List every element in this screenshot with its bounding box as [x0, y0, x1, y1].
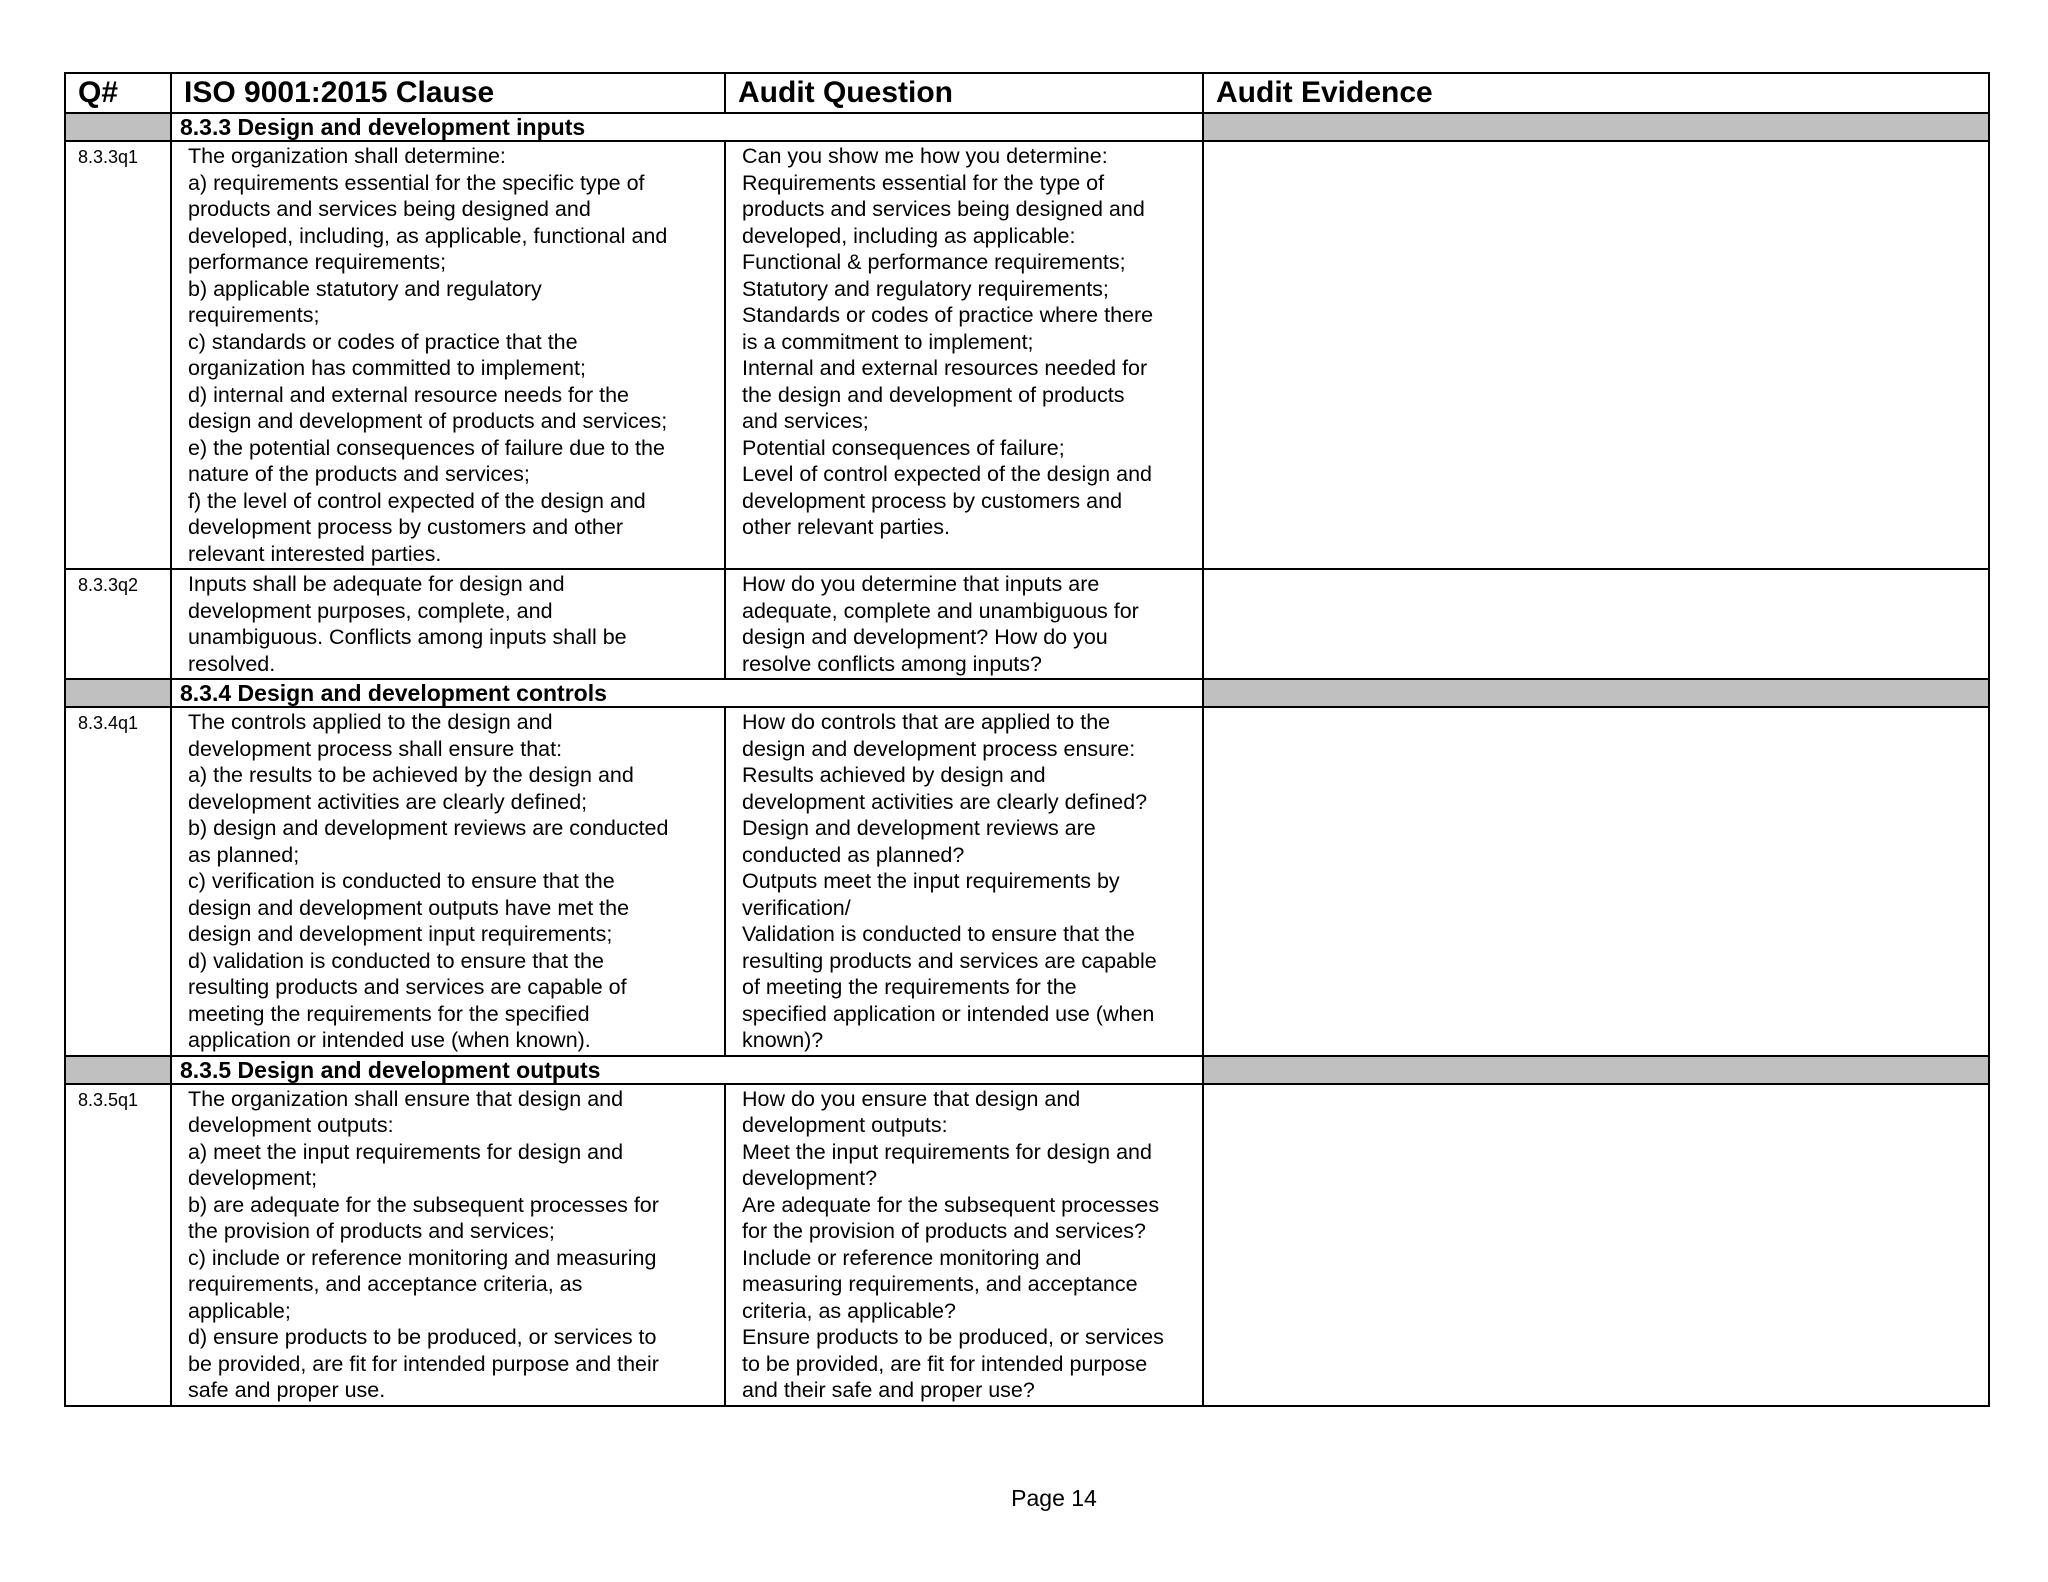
- section-evidence-cell: [1203, 113, 1989, 141]
- text-line: Design and development reviews are: [742, 816, 1096, 840]
- text-line: developed, including, as applicable, functional and: [188, 223, 668, 248]
- header-row: [65, 73, 1989, 113]
- text-line: application or intended use (when known).: [188, 1028, 591, 1052]
- text-line: performance requirements;: [188, 250, 447, 274]
- question-id: 8.3.3q2: [65, 569, 171, 679]
- text-line: Internal and external resources needed for: [742, 356, 1148, 380]
- text-line: and their safe and proper use?: [742, 1378, 1035, 1402]
- text-line: c) include or reference monitoring and measuring: [188, 1245, 657, 1270]
- table-row: [65, 707, 1989, 1056]
- text-line: development outputs:: [742, 1113, 948, 1137]
- section-qnum-cell: [65, 679, 171, 707]
- section-header-row: [65, 113, 1989, 141]
- text-line: b) applicable statutory and regulatory: [188, 276, 542, 301]
- text-line: resulting products and services are capable: [742, 948, 1157, 973]
- text-line: design and development process ensure:: [742, 736, 1136, 761]
- question-cell: [725, 141, 1203, 569]
- text-line: e) the potential consequences of failure due to the: [188, 435, 665, 460]
- table-row: [65, 141, 1989, 569]
- section-header-row: [65, 1056, 1989, 1084]
- text-line: Statutory and regulatory requirements;: [742, 276, 1109, 301]
- section-qnum-cell: [65, 1056, 171, 1084]
- text-line: Potential consequences of failure;: [742, 435, 1065, 460]
- section-title-cell: [171, 1056, 1203, 1084]
- text-line: relevant interested parties.: [188, 541, 442, 566]
- text-line: development process by customers and other: [188, 515, 624, 539]
- section-title: 8.3.3 Design and development inputs: [180, 114, 586, 140]
- clause-cell-text: [180, 570, 716, 678]
- evidence-cell[interactable]: [1203, 141, 1989, 569]
- evidence-cell[interactable]: [1203, 569, 1989, 679]
- text-line: development process shall ensure that:: [188, 736, 563, 761]
- text-line: products and services being designed and: [188, 197, 591, 221]
- text-line: nature of the products and services;: [188, 462, 530, 486]
- question-cell-text: [734, 570, 1194, 678]
- question-id: 8.3.3q1: [65, 141, 171, 569]
- header-qnum: Q#: [65, 73, 171, 113]
- text-line: products and services being designed and: [742, 197, 1145, 221]
- question-cell-text: [734, 142, 1194, 542]
- text-line: Meet the input requirements for design and: [742, 1139, 1152, 1164]
- text-line: the provision of products and services;: [188, 1219, 555, 1243]
- text-line: Can you show me how you determine:: [742, 144, 1108, 168]
- text-line: Results achieved by design and: [742, 763, 1046, 787]
- question-id: 8.3.5q1: [65, 1084, 171, 1406]
- question-cell-text: [734, 1085, 1194, 1405]
- text-line: is a commitment to implement;: [742, 329, 1034, 354]
- audit-checklist-table: [64, 72, 1990, 1407]
- question-cell: [725, 569, 1203, 679]
- table-row: [65, 1084, 1989, 1406]
- evidence-cell[interactable]: [1203, 707, 1989, 1056]
- section-title-cell: [171, 679, 1203, 707]
- section-evidence-cell: [1203, 679, 1989, 707]
- text-line: Outputs meet the input requirements by: [742, 869, 1120, 893]
- clause-cell-text: [180, 142, 716, 568]
- text-line: development activities are clearly defined;: [188, 789, 588, 814]
- text-line: How do you determine that inputs are: [742, 572, 1100, 596]
- text-line: applicable;: [188, 1298, 291, 1323]
- text-line: other relevant parties.: [742, 515, 950, 539]
- text-line: c) verification is conducted to ensure that the: [188, 869, 615, 893]
- question-id: 8.3.4q1: [65, 707, 171, 1056]
- text-line: b) design and development reviews are conducted: [188, 816, 669, 840]
- text-line: organization has committed to implement;: [188, 356, 586, 380]
- text-line: Are adequate for the subsequent processes: [742, 1192, 1160, 1217]
- text-line: resulting products and services are capable of: [188, 975, 627, 999]
- text-line: verification/: [742, 895, 851, 920]
- text-line: the design and development of products: [742, 382, 1125, 407]
- text-line: Requirements essential for the type of: [742, 170, 1105, 195]
- text-line: a) the results to be achieved by the design and: [188, 763, 634, 787]
- text-line: c) standards or codes of practice that the: [188, 329, 578, 354]
- text-line: resolve conflicts among inputs?: [742, 651, 1042, 676]
- header-clause: ISO 9001:2015 Clause: [171, 73, 725, 113]
- text-line: Standards or codes of practice where there: [742, 303, 1154, 327]
- clause-cell: [171, 141, 725, 569]
- text-line: The organization shall ensure that design and: [188, 1086, 624, 1111]
- text-line: resolved.: [188, 651, 276, 676]
- text-line: Include or reference monitoring and: [742, 1245, 1082, 1270]
- text-line: development;: [188, 1166, 318, 1190]
- text-line: of meeting the requirements for the: [742, 975, 1077, 999]
- text-line: to be provided, are fit for intended purpose: [742, 1351, 1148, 1376]
- text-line: design and development input requirements;: [188, 922, 613, 946]
- text-line: adequate, complete and unambiguous for: [742, 598, 1139, 623]
- question-cell: [725, 1084, 1203, 1406]
- text-line: Level of control expected of the design and: [742, 462, 1152, 486]
- text-line: specified application or intended use (when: [742, 1001, 1155, 1026]
- text-line: development process by customers and: [742, 488, 1123, 513]
- text-line: How do controls that are applied to the: [742, 710, 1111, 734]
- page-number: Page 14: [1011, 1485, 1097, 1511]
- question-cell: [725, 707, 1203, 1056]
- page-footer: [0, 1484, 2048, 1512]
- text-line: How do you ensure that design and: [742, 1086, 1081, 1111]
- text-line: criteria, as applicable?: [742, 1298, 956, 1323]
- text-line: The organization shall determine:: [188, 144, 506, 168]
- text-line: design and development of products and services;: [188, 409, 668, 433]
- text-line: known)?: [742, 1028, 824, 1052]
- text-line: be provided, are fit for intended purpose and their: [188, 1351, 659, 1376]
- section-title: 8.3.4 Design and development controls: [180, 680, 607, 706]
- clause-cell-text: [180, 708, 716, 1055]
- clause-cell: [171, 569, 725, 679]
- section-title: 8.3.5 Design and development outputs: [180, 1056, 601, 1083]
- text-line: unambiguous. Conflicts among inputs shall be: [188, 625, 627, 649]
- text-line: meeting the requirements for the specified: [188, 1001, 590, 1026]
- text-line: Ensure products to be produced, or services: [742, 1325, 1164, 1349]
- evidence-cell[interactable]: [1203, 1084, 1989, 1406]
- text-line: d) ensure products to be produced, or services to: [188, 1325, 657, 1349]
- text-line: development outputs:: [188, 1113, 394, 1137]
- text-line: development?: [742, 1166, 878, 1190]
- text-line: The controls applied to the design and: [188, 710, 553, 734]
- section-title-cell: [171, 113, 1203, 141]
- question-cell-text: [734, 708, 1194, 1055]
- section-header-row: [65, 679, 1989, 707]
- text-line: and services;: [742, 409, 869, 433]
- clause-cell: [171, 1084, 725, 1406]
- text-line: requirements;: [188, 303, 320, 327]
- text-line: safe and proper use.: [188, 1378, 386, 1402]
- text-line: design and development outputs have met the: [188, 895, 630, 920]
- text-line: as planned;: [188, 842, 300, 867]
- text-line: a) requirements essential for the specific type of: [188, 170, 645, 195]
- text-line: development purposes, complete, and: [188, 598, 553, 623]
- text-line: requirements, and acceptance criteria, as: [188, 1272, 583, 1296]
- text-line: f) the level of control expected of the design and: [188, 488, 646, 513]
- section-evidence-cell: [1203, 1056, 1989, 1084]
- text-line: Functional & performance requirements;: [742, 250, 1126, 274]
- text-line: measuring requirements, and acceptance: [742, 1272, 1138, 1296]
- text-line: d) validation is conducted to ensure that the: [188, 948, 604, 973]
- section-qnum-cell: [65, 113, 171, 141]
- text-line: developed, including as applicable:: [742, 223, 1076, 248]
- text-line: Inputs shall be adequate for design and: [188, 572, 565, 596]
- header-question: Audit Question: [725, 73, 1203, 113]
- header-evidence: Audit Evidence: [1203, 73, 1989, 113]
- text-line: development activities are clearly defined?: [742, 789, 1148, 814]
- text-line: d) internal and external resource needs for the: [188, 382, 630, 407]
- text-line: b) are adequate for the subsequent processes for: [188, 1192, 659, 1217]
- text-line: conducted as planned?: [742, 842, 965, 867]
- text-line: design and development? How do you: [742, 625, 1108, 649]
- table-body: [65, 113, 1989, 1406]
- table-row: [65, 569, 1989, 679]
- text-line: Validation is conducted to ensure that the: [742, 922, 1135, 946]
- text-line: a) meet the input requirements for design and: [188, 1139, 624, 1164]
- clause-cell-text: [180, 1085, 716, 1405]
- clause-cell: [171, 707, 725, 1056]
- text-line: for the provision of products and services?: [742, 1219, 1146, 1243]
